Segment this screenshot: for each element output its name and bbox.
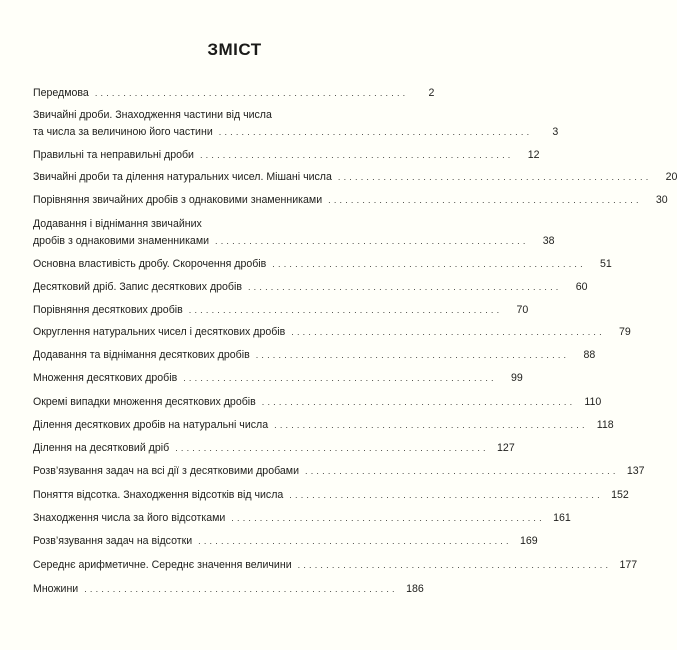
toc-entry-title: Додавання і віднімання звичайних	[33, 218, 202, 230]
toc-entry-title: Множини	[33, 583, 79, 595]
toc-entry-line	[33, 280, 588, 295]
toc-page-number: 177	[619, 559, 638, 571]
toc-entry-line	[33, 257, 612, 272]
dot-leader: .......................................................	[261, 397, 576, 407]
toc-entry-line	[33, 193, 668, 208]
toc-entry-line	[33, 582, 424, 597]
toc-entry-title: Поняття відсотка. Знаходження відсотків від числа	[33, 489, 284, 501]
toc-page-number: 186	[406, 583, 424, 595]
dot-leader: .......................................................	[297, 560, 612, 570]
toc-entry-title: Порівняння десяткових дробів	[33, 304, 183, 316]
toc-entry-title: Середнє арифметичне. Середнє значення величини	[33, 559, 292, 571]
dot-leader: .......................................................	[231, 513, 545, 523]
dot-leader: .......................................................	[247, 282, 562, 292]
toc-entry-line	[33, 108, 417, 123]
toc-entry-title: Порівняння звичайних дробів з однаковими знаменниками	[33, 194, 323, 206]
toc-page-number: 30	[655, 194, 668, 206]
toc-entry-title: Ділення десяткових дробів на натуральні числа	[33, 419, 269, 431]
toc-page-number: 70	[516, 304, 529, 316]
toc-page-number: 38	[542, 235, 555, 247]
toc-entry-line	[33, 464, 645, 479]
toc-entry-title: Звичайні дроби та ділення натуральних чисел. Мішані числа	[33, 171, 332, 183]
toc-entry-title: Округлення натуральних чисел і десяткових дробів	[33, 326, 286, 338]
toc-page-number: 161	[553, 512, 571, 524]
toc-page-number: 127	[497, 442, 515, 454]
toc-page-number: 110	[584, 396, 602, 408]
toc-entry-title: Знаходження числа за його відсотками	[33, 512, 226, 524]
dot-leader: .......................................................	[84, 584, 398, 594]
toc-page-number: 137	[626, 465, 645, 477]
toc-entry-title: дробів з однаковими знаменниками	[33, 235, 210, 247]
dot-leader: .......................................................	[291, 327, 605, 337]
toc-entry-line	[33, 217, 417, 232]
toc-page-number: 20	[665, 171, 677, 183]
toc-page-number: 169	[520, 535, 538, 547]
dot-leader: .......................................................	[215, 236, 529, 246]
toc-entry-title: Окремі випадки множення десяткових дробів	[33, 396, 256, 408]
toc-entry-line	[33, 418, 614, 433]
dot-leader: .......................................................	[183, 373, 497, 383]
dot-leader: .......................................................	[255, 350, 570, 360]
toc-entry-line	[33, 325, 631, 340]
toc-entry-title: Передмова	[33, 87, 89, 99]
dot-leader: .......................................................	[289, 490, 603, 500]
toc-entry-title: Розв’язування задач на відсотки	[33, 535, 193, 547]
toc-entry-line	[33, 534, 538, 549]
toc-page-number: 79	[619, 326, 631, 338]
dot-leader: .......................................................	[305, 466, 619, 476]
toc-page-number: 88	[583, 349, 596, 361]
toc-entry-line	[33, 441, 515, 456]
toc-page-number: 60	[575, 281, 588, 293]
toc-entry-line	[33, 395, 602, 410]
toc-entry-title: Ділення на десятковий дріб	[33, 442, 170, 454]
toc-page-number: 152	[611, 489, 629, 501]
toc-page-number: 99	[510, 372, 523, 384]
toc-entry-line	[33, 234, 555, 249]
toc-entry-line	[33, 148, 540, 163]
toc-page-number: 51	[600, 258, 612, 270]
dot-leader: .......................................................	[218, 127, 533, 137]
toc-entry-title: Правильні та неправильні дроби	[33, 149, 194, 161]
dot-leader: .......................................................	[272, 259, 586, 269]
toc-entry-title: Десятковий дріб. Запис десяткових дробів	[33, 281, 242, 293]
toc-entry-line	[33, 558, 638, 573]
dot-leader: .......................................................	[328, 195, 642, 205]
dot-leader: .......................................................	[175, 443, 489, 453]
dot-leader: .......................................................	[199, 150, 514, 160]
toc-entry-title: Розв’язування задач на всі дії з десятковими дробами	[33, 465, 300, 477]
toc-entry-title: та числа за величиною його частини	[33, 126, 213, 138]
toc-entry-line	[33, 170, 677, 185]
toc-entry-title: Звичайні дроби. Знаходження частини від числа	[33, 109, 272, 121]
toc-entry-line	[33, 86, 435, 101]
toc-entry-title: Основна властивість дробу. Скорочення дробів	[33, 258, 267, 270]
toc-entry-line	[33, 488, 629, 503]
toc-page-number: 2	[428, 87, 435, 99]
toc-entry-line	[33, 371, 523, 386]
toc-entry-line	[33, 125, 559, 140]
toc-entry-line	[33, 511, 571, 526]
toc-page-number: 12	[527, 149, 540, 161]
toc-entry-title: Додавання та віднімання десяткових дробів	[33, 349, 250, 361]
dot-leader: .......................................................	[274, 420, 588, 430]
toc-page-number: 3	[552, 126, 559, 138]
dot-leader: .......................................................	[188, 305, 503, 315]
dot-leader: .......................................................	[337, 172, 652, 182]
toc-entry-line	[33, 348, 596, 363]
dot-leader: .......................................................	[94, 88, 409, 98]
toc-entry-line	[33, 303, 529, 318]
toc-page-number: 118	[596, 419, 614, 431]
dot-leader: .......................................................	[198, 536, 512, 546]
page-title: ЗМІСТ	[207, 40, 262, 59]
toc-entry-title: Множення десяткових дробів	[33, 372, 178, 384]
